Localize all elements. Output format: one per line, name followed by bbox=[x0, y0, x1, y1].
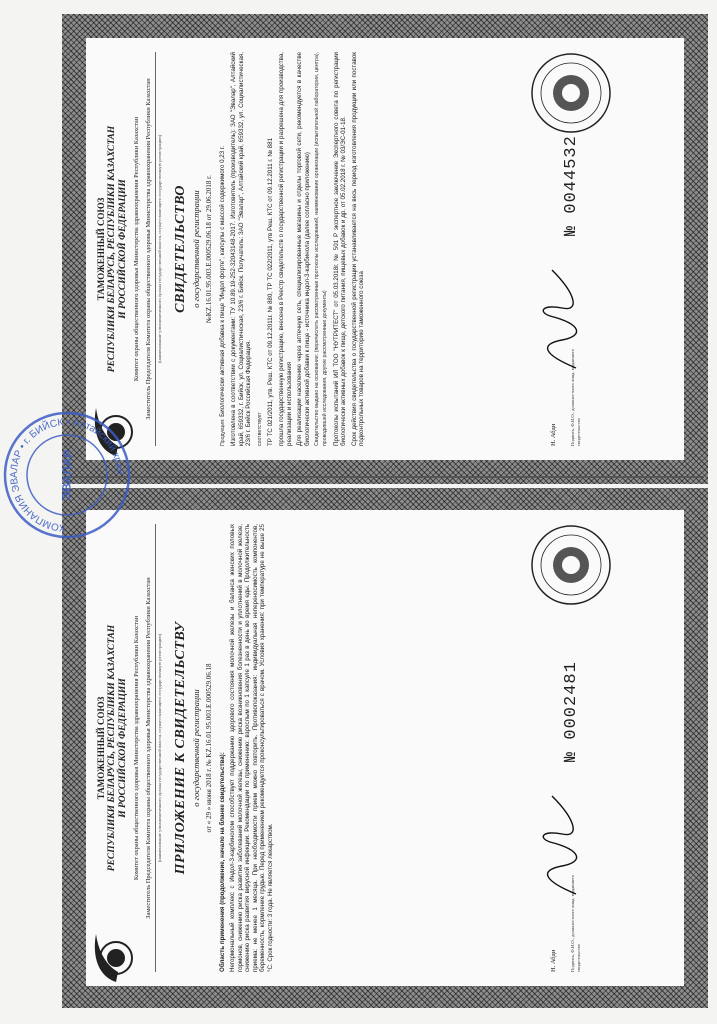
stamp-center-text: ЭВАЛАР bbox=[59, 449, 75, 501]
registry-text: прошла государственную регистрацию, внесена в Реестр свидетельств о государственной регистрации и разрешена для производства, реализации и использования bbox=[278, 52, 293, 446]
annex-body bbox=[219, 524, 275, 972]
serial-number: № 0044532 bbox=[562, 135, 581, 236]
deputy-line: Заместитель Председателя Комитета охраны общественного здоровья Министерства здравоохранения Республики Казахстан bbox=[145, 577, 152, 919]
conforms-text: ТР ТС 021/2011, утв. Реш. КТС от 09.12.2011г. № 880, ТР ТС 022/2011, утв Реш. КТС от 09.12.2011 г. № 881 bbox=[267, 137, 275, 446]
usage-text: Для реализации населению через аптечную сеть, специализированные магазины и отделы торговой сети, рекомендуется в качестве биологически активной добавки к пище - источника индол-3-карбинола (далее согласно приложению) bbox=[296, 52, 311, 446]
annex-sheet bbox=[62, 488, 708, 1008]
protocol-text: Протоколы испытаний ИЛ ТОО "НУТРИТЕСТ" от 05.03.2018г. № 501 Р экспертное заключение Экспертного совета по регистрации биологически активных добавок к пище, детского питания, пищевых добавок и др. от 05.02.2018 г. № 03/ЭС-01-18. bbox=[332, 52, 348, 446]
conforms-label: соответствует bbox=[256, 412, 263, 446]
signature-row bbox=[540, 52, 660, 446]
federation-line: И РОССИЙСКОЙ ФЕДЕРАЦИИ bbox=[118, 678, 128, 818]
company-stamp-icon bbox=[0, 408, 134, 542]
certificate-number-line bbox=[205, 52, 213, 446]
page-fold-line bbox=[64, 476, 704, 478]
federation-line: И РОССИЙСКОЙ ФЕДЕРАЦИИ bbox=[118, 179, 128, 319]
republics-line: РЕСПУБЛИКИ БЕЛАРУСЬ, РЕСПУБЛИКИ КАЗАХСТАН bbox=[107, 125, 117, 373]
deputy-line: Заместитель Председателя Комитета охраны общественного здоровья Министерства здравоохранения Республики Казахстан bbox=[145, 78, 152, 420]
basis-text: Свидетельство выдано на основании: (перечислить рассмотренные протоколы исследований, наименование организации (испытательной лаборатории, центра), проводившей исследования, другие рассмотренные документы) bbox=[314, 52, 329, 446]
state-seal-icon bbox=[530, 52, 612, 134]
certificate-title: СВИДЕТЕЛЬСТВО bbox=[172, 185, 188, 313]
certificate-number: №KZ.16.01.95.003.E.000529.06.18 bbox=[204, 222, 213, 323]
area-text: Негормональный комплекс с Индол-3-карбинолом способствует поддержанию здорового состояния молочной железы и баланса женских половых гормонов, снижению риска развития заболеваний молочной железы, снижению риска возникновения болезненности и уплотнений в молочной железе, снижению риска развития вирусной инфекции. Рекомендации по применению: взрослым по 1 капсуле 1 раз в день во время еды. Продолжительность приема: не менее 1 месяца. При необходимости прием можно повторить. Противопоказания: индивидуальная непереносимость компонентов, беременность, кормление грудью. Перед применением рекомендуется проконсультироваться с врачом. Условия хранения: при температуре не выше 25 °С. Срок годности: 3 года. Не является лекарством. bbox=[229, 524, 275, 972]
header bbox=[96, 52, 129, 446]
manufacturer-text: Изготовлена в соответствии с документами: ТУ 10.89.19-252-32043148-2017. Изготовитель (производитель): ЗАО "Эвалар", Алтайский край, 659332, г. Бийск, ул. Социалистическая, 23/6 г. Бийск. Получатель: ЗАО "Эвалар", Алтайский край, 659332, ул. Социалистическая, 23/6 г. Бийск Российская Федерация. bbox=[230, 52, 253, 446]
union-title: ТАМОЖЕННЫЙ СОЮЗ bbox=[96, 696, 106, 800]
state-seal-icon bbox=[530, 524, 612, 606]
signer-name: Н. Абди bbox=[550, 949, 557, 972]
signature-caption: Подпись, Ф.И.О., должностного лица, выдавшего свидетельство bbox=[570, 874, 581, 972]
handwritten-signature-icon bbox=[532, 264, 590, 374]
organ-caption: (наименование уполномоченного органа государственной власти, осуществляющего государственную регистрацию) bbox=[155, 52, 163, 446]
certificate-date: 29.06.2018 г. bbox=[204, 175, 213, 213]
area-label: Область применения (продолжение, начало на бланке свидетельства): bbox=[218, 752, 226, 972]
stamp-ring-text: КОМПАНИЯ ЭВАЛАР • г. БИЙСК • Алтайский край bbox=[8, 416, 126, 534]
certificate-body bbox=[219, 52, 367, 446]
certificate-subtitle: о государственной регистрации bbox=[190, 190, 201, 308]
product-text: Биологически активная добавка к пище "Индол форте", капсулы с массой содержимого 0,23 г. bbox=[218, 145, 226, 417]
certificate-sheet bbox=[62, 14, 708, 484]
annex-date-line: от « 29 » июня 2018 г. № KZ.16.01.95.003.E.000529.06.18 bbox=[204, 663, 213, 833]
customs-union-emblem-icon bbox=[86, 930, 142, 986]
serial-number: № 0002481 bbox=[562, 661, 581, 762]
committee-line: Комитет охраны общественного здоровья Министерства здравоохранения Республики Казахстан bbox=[133, 116, 140, 382]
signature-caption: Подпись, Ф.И.О., должностного лица, выдавшего свидетельство bbox=[570, 348, 581, 446]
certificate-inner bbox=[86, 38, 684, 460]
date-prefix: от bbox=[204, 213, 213, 221]
union-title: ТАМОЖЕННЫЙ СОЮЗ bbox=[96, 197, 106, 301]
validity-text: Срок действия свидетельства о государственной регистрации устанавливается на весь период изготовления продукции или поставок подконтрольных товаров на территорию таможенного союза bbox=[350, 52, 366, 446]
handwritten-signature-icon bbox=[532, 790, 590, 900]
republics-line: РЕСПУБЛИКИ БЕЛАРУСЬ, РЕСПУБЛИКИ КАЗАХСТАН bbox=[107, 624, 117, 872]
signer-name: Н. Абди bbox=[550, 423, 557, 446]
signature-row bbox=[540, 524, 660, 972]
committee-line: Комитет охраны общественного здоровья Министерства здравоохранения Республики Казахстан bbox=[133, 615, 140, 881]
product-label: Продукция: bbox=[219, 418, 226, 446]
annex-subtitle: о государственной регистрации bbox=[190, 689, 201, 807]
annex-title: ПРИЛОЖЕНИЕ К СВИДЕТЕЛЬСТВУ bbox=[172, 621, 188, 875]
header bbox=[96, 524, 129, 972]
annex-inner bbox=[86, 510, 684, 986]
organ-caption: (наименование уполномоченного органа государственной власти, осуществляющего государственную регистрацию) bbox=[155, 524, 163, 972]
